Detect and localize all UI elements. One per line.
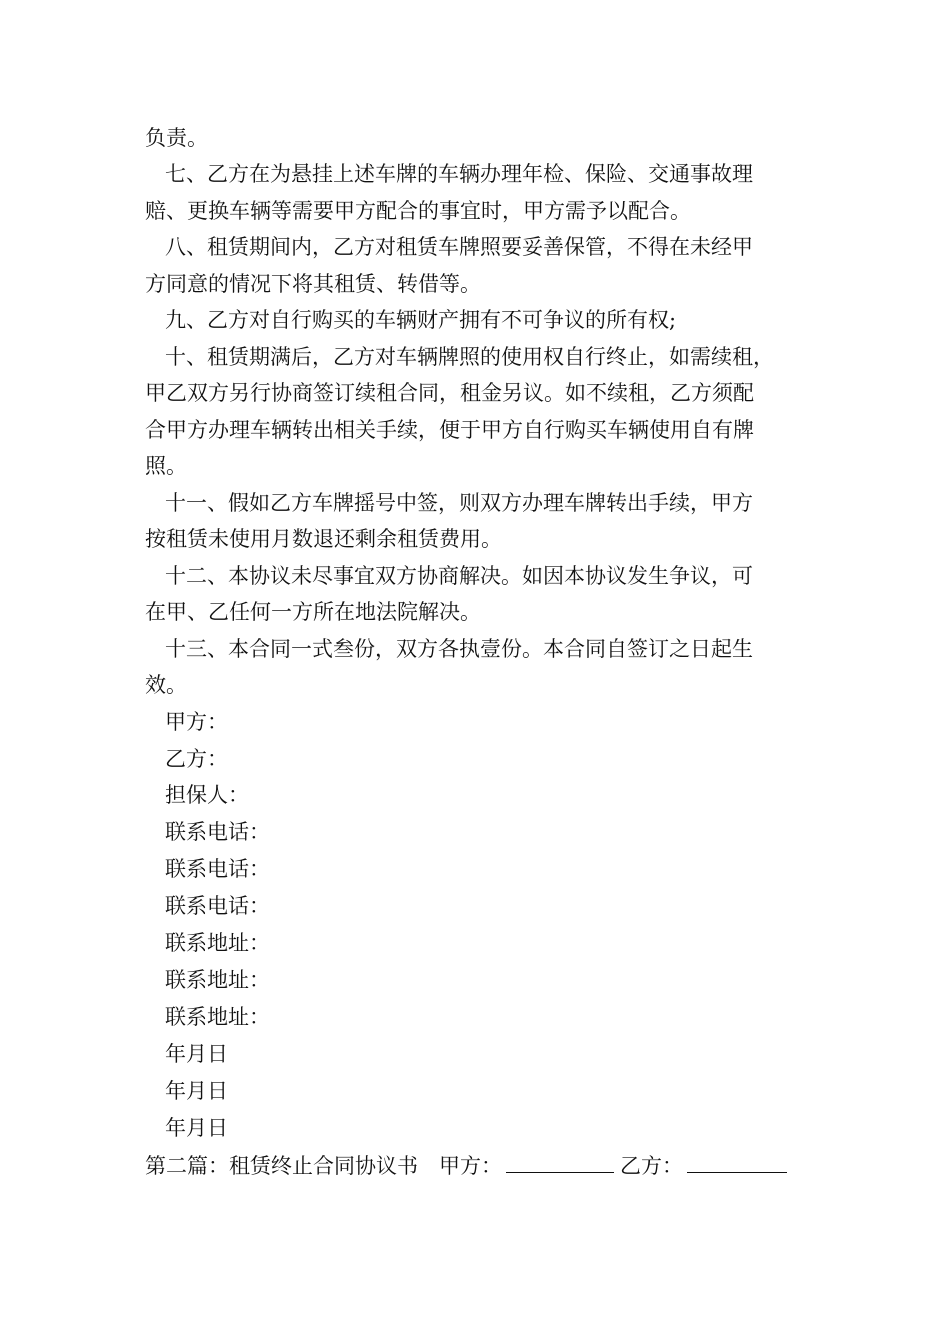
clause-7-line: 七、乙方在为悬挂上述车牌的车辆办理年检、保险、交通事故理 bbox=[165, 162, 753, 186]
text-line: 赔、更换车辆等需要甲方配合的事宜时，甲方需予以配合。 bbox=[145, 199, 691, 223]
contact-phone: 联系电话： bbox=[165, 894, 270, 918]
contact-address: 联系地址： bbox=[165, 1005, 270, 1029]
next-section-title: 第二篇：租赁终止合同协议书 甲方： bbox=[145, 1154, 502, 1178]
text-line: 在甲、乙任何一方所在地法院解决。 bbox=[145, 600, 481, 624]
clause-12-line: 十二、本协议未尽事宜双方协商解决。如因本协议发生争议，可 bbox=[165, 564, 753, 588]
signature-date: 年月日 bbox=[165, 1042, 228, 1066]
text-line: 照。 bbox=[145, 454, 187, 478]
clause-11-line: 十一、假如乙方车牌摇号中签，则双方办理车牌转出手续，甲方 bbox=[165, 491, 753, 515]
text-line: 负责。 bbox=[145, 126, 208, 150]
clause-9-line: 九、乙方对自行购买的车辆财产拥有不可争议的所有权; bbox=[165, 308, 677, 332]
text-line: 效。 bbox=[145, 673, 187, 697]
signature-date: 年月日 bbox=[165, 1079, 228, 1103]
clause-8-line: 八、租赁期间内，乙方对租赁车牌照要妥善保管，不得在未经甲 bbox=[165, 235, 753, 259]
clause-13-line: 十三、本合同一式叁份，双方各执壹份。本合同自签订之日起生 bbox=[165, 637, 753, 661]
signature-date: 年月日 bbox=[165, 1116, 228, 1140]
contact-address: 联系地址： bbox=[165, 968, 270, 992]
party-b-label: 乙方： bbox=[620, 1154, 683, 1178]
text-line: 按租赁未使用月数退还剩余租赁费用。 bbox=[145, 527, 502, 551]
signature-party-a: 甲方： bbox=[165, 710, 228, 734]
next-section-heading bbox=[145, 1152, 825, 1180]
text-line: 方同意的情况下将其租赁、转借等。 bbox=[145, 272, 481, 296]
party-b-blank bbox=[687, 1152, 787, 1173]
clause-10-line: 十、租赁期满后，乙方对车辆牌照的使用权自行终止，如需续租， bbox=[165, 345, 774, 369]
signature-party-b: 乙方： bbox=[165, 747, 228, 771]
contact-phone: 联系电话： bbox=[165, 820, 270, 844]
signature-guarantor: 担保人： bbox=[165, 783, 249, 807]
text-line: 合甲方办理车辆转出相关手续，便于甲方自行购买车辆使用自有牌 bbox=[145, 418, 754, 442]
text-line: 甲乙双方另行协商签订续租合同，租金另议。如不续租，乙方须配 bbox=[145, 381, 754, 405]
party-a-blank bbox=[506, 1152, 614, 1173]
contact-phone: 联系电话： bbox=[165, 857, 270, 881]
contact-address: 联系地址： bbox=[165, 931, 270, 955]
